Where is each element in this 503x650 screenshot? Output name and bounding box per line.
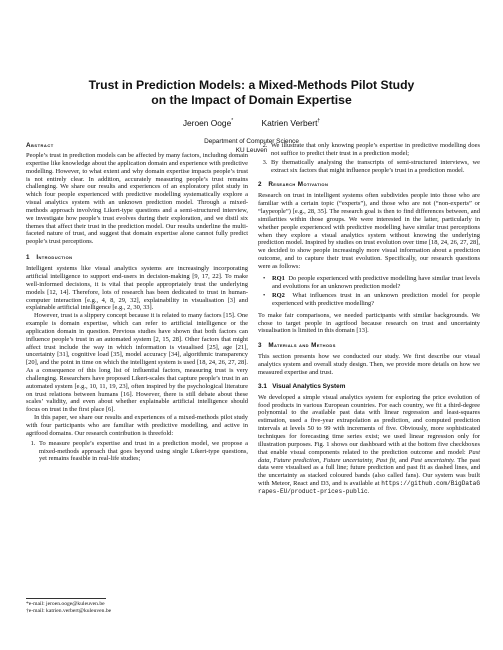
rq1-label: RQ1 — [272, 274, 285, 282]
author-list — [0, 118, 503, 128]
motivation-paragraph-2: To make fair comparisons, we needed participants with similar backgrounds. We chose to target people in agrifood because research on trust and uncertainty visualisation is limited in this domain [13]. — [258, 311, 480, 335]
rq1-text: Do people experienced with predictive modelling have similar trust levels and evolutions for an unknown prediction model? — [272, 274, 480, 290]
rq2-text: What influences trust in an unknown prediction model for people experienced with predictive modelling? — [272, 292, 480, 307]
abstract-text: People’s trust in prediction models can be affected by many factors, including domain expertise like knowledge about the application domain and experience with predictive modelling. However, to what extent and why domain expertise impacts people’s trust is not entirely clear. In addition, accurately measuring people’s trust remains challenging. We share our results and experiences of an exploratory pilot study in which four people experienced with predictive modelling systematically explore a visual analytics system with an unknown prediction model. Through a mixed-methods approach involving Likert-type questions and a semi-structured interview, we investigate how people’s trust evolves during their exploration, and we distil six themes that affect their trust in the prediction model. Our results underline the multi-faceted nature of trust, and suggest that domain expertise alone cannot fully predict people’s trust perceptions. — [26, 152, 248, 246]
section-1-heading: 1 Introduction — [26, 254, 73, 262]
methods-paragraph-1: This section presents how we conducted our study. We first describe our visual analytics system and overall study design. Then, we provide more details on how we measured expertise and trust. — [258, 353, 480, 376]
research-question-1: • RQ1 Do people experienced with predictive modelling have similar trust levels and evolutions for an unknown prediction model? — [263, 274, 480, 290]
contribution-item-1: 1. To measure people’s expertise and trust in a prediction model, we propose a mixed-methods approach that goes beyond using single Likert-type questions, yet remains feasible in real-life studies; — [37, 440, 248, 464]
right-column — [258, 142, 480, 496]
repository-url[interactable]: https://github.com/BigDataGrapes-EU/product-prices-public — [258, 480, 480, 495]
contribution-list — [26, 440, 248, 464]
paper-title — [0, 78, 503, 108]
rq2-label: RQ2 — [272, 292, 285, 299]
motivation-paragraph-1: Research on trust in intelligent systems often subdivides people into those who are familiar with a certain topic (“experts”), and those who are not (“non-experts” or “laypeople”) [e.g., 28, 35]. The research goal is then to find differences between, and similarities within those groups. We were interested in the latter, particularly in whether people experienced with predictive modelling have similar trust perceptions when they explore a visual analytics system without knowing the underlying prediction model. Inspired by studies on trust evolution over time [18, 24, 26, 27, 28], we decided to show people increasingly more visual information about a prediction outcome, and to capture their trust evolution. Specifically, our research questions were as follows: — [258, 192, 480, 270]
footnote-1: *e-mail: jeroen.ooge@kuleuven.be — [26, 601, 105, 607]
footnote-rule — [26, 598, 106, 599]
contribution-item-3: 3. By thematically analysing the transcripts of semi-structured interviews, we extract six factors that might influence people’s trust in a prediction model. — [269, 159, 480, 175]
intro-paragraph-1: Intelligent systems like visual analytics systems are increasingly incorporating artificial intelligence to support end-users in decision-making [9, 17, 22]. To make well-informed decisions, it is vital that people appropriately trust the underlying models [12, 14]. Therefore, lots of research has been dedicated to trust in human-computer interaction [e.g., 4, 8, 29, 32], explainability in visualisation [3] and explainable artificial intelligence [e.g., 2, 30, 33]. — [26, 265, 248, 312]
section-2-heading: 2 Research Motivation — [258, 181, 329, 189]
department: Department of Computer Science — [204, 138, 299, 145]
research-questions — [258, 275, 480, 308]
footnote-2: †e-mail: katrien.verbert@kuleuven.be — [26, 608, 112, 614]
abstract-heading: Abstract — [26, 142, 54, 149]
system-paragraph: We developed a simple visual analytics system for exploring the price evolution of food products in various European countries. For each country, we fit a third-degree polynomial to the available past data with linear regression and least-squares estimation, used a five-year extrapolation as prediction, and computed prediction intervals at levels 50 to 99 with increments of five. Obviously, more sophisticated techniques for forecasting time series exist; we used linear regression only for illustration purposes. Fig. 1 shows our dashboard with at the bottom five checkboxes that enable visual components related to the prediction outcome and model: Past data, Future prediction, Future uncertainty, Past fit, and Past uncertainty. The past data were visualised as a full line; future prediction and past fit as dashed lines, and the uncertainty as stacked coloured bands (also called fans). Our system was built with Meteor, React and D3, and is available at https://github.com/BigDataGrapes-EU/product-prices-public. — [258, 393, 480, 495]
author-1: Jeroen Ooge* — [182, 118, 234, 128]
footnotes — [26, 598, 248, 615]
title-line-1: Trust in Prediction Models: a Mixed-Methods Pilot Study — [88, 78, 415, 92]
intro-paragraph-2: However, trust is a slippery concept because it is related to many factors [15]. One example is domain expertise, which can refer to artificial intelligence or the application domain in question. Previous studies have shown that both factors can influence people’s trust in an automated system [2, 15, 28]. Other factors that might affect trust include the way in which information is visualised [25], age [21], uncertainty [31], cognitive load [35], model accuracy [34], algorithmic transparency [20], and the point in time on which the intelligent system is used [18, 24, 26, 27, 28]. As a consequence of this long list of influential factors, measuring trust is very challenging. Researchers have proposed Likert-scales that capture people’s trust in an automated system [e.g., 10, 11, 19, 23], often inspired by the psychological literature on trust relations between humans [16]. However, there is still debate about these scales’ validity, and even about whether explainable artificial intelligence should focus on trust in the first place [6]. — [26, 312, 248, 414]
title-line-2: on the Impact of Domain Expertise — [151, 93, 352, 107]
research-question-2: • RQ2 What influences trust in an unknown prediction model for people experienced with predictive modelling? — [263, 292, 480, 307]
subsection-3-1-heading: 3.1 Visual Analytics System — [258, 382, 346, 390]
contribution-item-2: 2. We illustrate that only knowing people’s expertise in predictive modelling does not suffice to predict their trust in a prediction model; — [269, 142, 480, 158]
left-column — [26, 142, 248, 464]
intro-paragraph-3: In this paper, we share our results and experiences of a mixed-methods pilot study with four participants who are familiar with predictive modelling, and active in agrifood domains. Our research contribution is threefold: — [26, 414, 248, 437]
university: KU Leuven — [235, 147, 268, 154]
author-2: Katrien Verbert† — [261, 118, 321, 128]
contribution-list-continued — [258, 142, 480, 174]
section-3-heading: 3 Materials and Methods — [258, 342, 336, 350]
